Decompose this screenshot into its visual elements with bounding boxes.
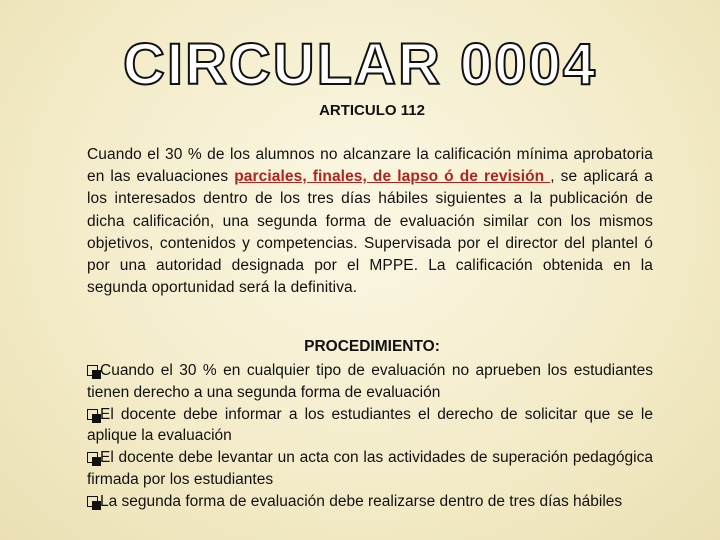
procedure-heading: PROCEDIMIENTO: [304, 338, 440, 355]
procedure-item-text: El docente debe informar a los estudiantes el derecho de solicitar que se le aplique la evaluación [87, 405, 653, 445]
procedure-item-text: El docente debe levantar un acta con las actividades de superación pedagógica firmada por los estudiantes [87, 449, 653, 488]
procedure-item [87, 447, 653, 491]
procedure-item [87, 360, 653, 404]
procedure-list [87, 360, 653, 513]
checkbox-bullet-icon [87, 365, 98, 376]
procedure-item-text: Cuando el 30 % en cualquier tipo de evaluación no aprueben los estudiantes tienen derecho a una segunda forma de evaluación [87, 362, 653, 401]
paragraph-text-before: Cuando el 30 % de los alumnos no alcanzare la calificación mínima aprobatoria en las evaluaciones [87, 146, 653, 186]
checkbox-bullet-icon [87, 496, 98, 507]
procedure-item [87, 404, 653, 448]
circular-title: CIRCULAR 0004 [123, 32, 597, 97]
article-heading: ARTICULO 112 [319, 102, 425, 119]
procedure-item [87, 491, 653, 513]
checkbox-bullet-icon [87, 452, 98, 463]
paragraph-text-after: , se aplicará a los interesados dentro de los tres días hábiles siguientes a la publicación de dicha calificación, una segunda forma de evaluación similar con los mismos objetivos, contenidos y competencias. Supervisada por el director del plantel ó por una autoridad designada por el MPPE. La calificación obtenida en la segunda oportunidad será la definitiva. [87, 168, 653, 297]
article-paragraph [87, 144, 653, 299]
paragraph-highlight: parciales, finales, de lapso ó de revisión [234, 168, 551, 186]
procedure-item-text: La segunda forma de evaluación debe realizarse dentro de tres días hábiles [100, 492, 623, 510]
checkbox-bullet-icon [87, 409, 98, 420]
